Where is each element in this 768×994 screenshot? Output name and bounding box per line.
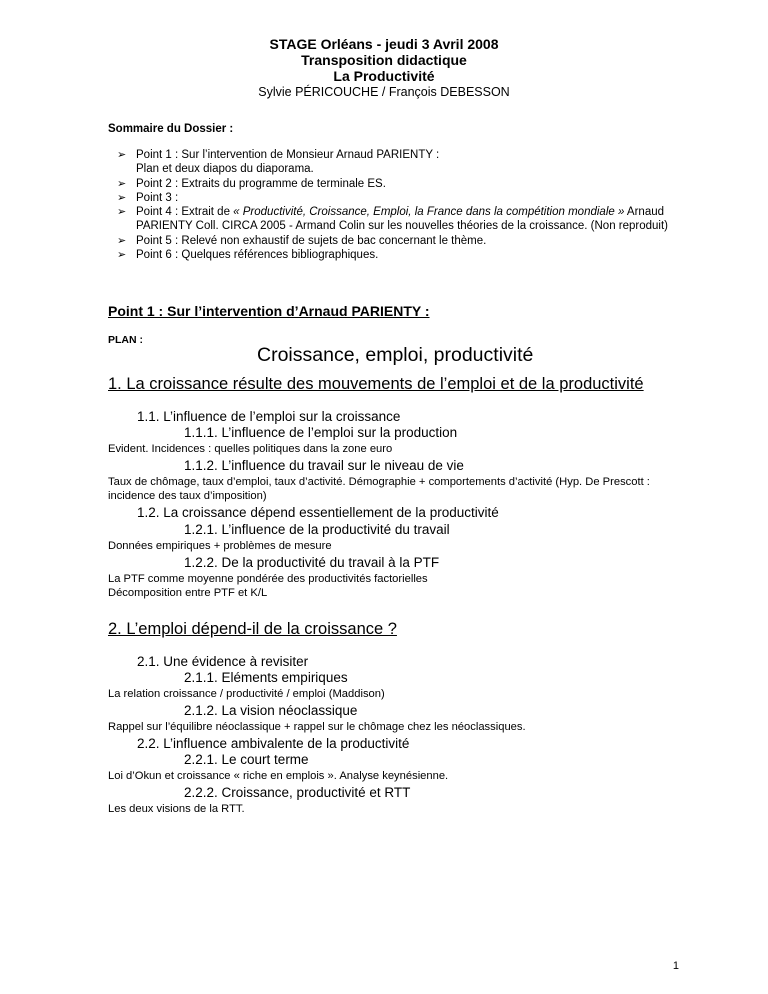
sommaire-title: Sommaire du Dossier : — [108, 123, 234, 135]
list-item-text: Point 3 : — [136, 191, 179, 204]
section-1-1: 1.1. L’influence de l’emploi sur la croissance — [137, 409, 401, 424]
note-2-1-2: Rappel sur l’équilibre néoclassique + rappel sur le chômage chez les néoclassiques. — [108, 721, 526, 733]
arrow-bullet-icon: ➢ — [117, 191, 127, 204]
section-1-1-2: 1.1.2. L’influence du travail sur le niveau de vie — [184, 458, 464, 473]
section-2-1-1: 2.1.1. Eléments empiriques — [184, 670, 348, 685]
list-item-text: Point 4 : Extrait de — [136, 206, 234, 219]
list-item — [117, 205, 677, 234]
sommaire-list — [117, 148, 677, 262]
section-2-2-1: 2.2.1. Le court terme — [184, 752, 309, 767]
note-2-2-1: Loi d’Okun et croissance « riche en emplois ». Analyse keynésienne. — [108, 770, 449, 782]
section-2-2-2: 2.2.2. Croissance, productivité et RTT — [184, 785, 411, 800]
section-1-2-2: 1.2.2. De la productivité du travail à la PTF — [184, 555, 440, 570]
page-number: 1 — [672, 960, 679, 972]
list-item-continuation: Plan et deux diapos du diaporama. — [136, 163, 314, 176]
header-title: STAGE Orléans - jeudi 3 Avril 2008 — [269, 36, 499, 52]
header-authors: Sylvie PÉRICOUCHE / François DEBESSON — [258, 85, 510, 99]
section-1-2: 1.2. La croissance dépend essentiellement de la productivité — [137, 505, 499, 520]
list-item — [117, 248, 677, 262]
list-item-text: Point 6 : Quelques références bibliographiques. — [136, 249, 379, 262]
part2-heading: 2. L’emploi dépend-il de la croissance ? — [108, 620, 397, 638]
plan-main-title: Croissance, emploi, productivité — [257, 344, 534, 366]
list-item — [117, 148, 677, 177]
list-item — [117, 177, 677, 191]
note-1-2-1: Données empiriques + problèmes de mesure — [108, 540, 332, 552]
arrow-bullet-icon: ➢ — [117, 149, 127, 161]
arrow-bullet-icon: ➢ — [117, 249, 127, 262]
note-1-1-1: Evident. Incidences : quelles politiques dans la zone euro — [108, 443, 393, 455]
section-2-1-2: 2.1.2. La vision néoclassique — [184, 703, 358, 718]
plan-label: PLAN : — [108, 334, 143, 346]
section-1-1-1: 1.1.1. L’influence de l’emploi sur la production — [184, 425, 458, 440]
arrow-bullet-icon: ➢ — [117, 177, 127, 190]
list-item-suffix: Arnaud PARIENTY Coll. CIRCA 2005 - Armand Colin sur les nouvelles théories de la croissance. (Non reproduit) — [136, 206, 669, 233]
header-topic: La Productivité — [333, 68, 435, 84]
note-1-2-2a: La PTF comme moyenne pondérée des productivités factorielles — [108, 573, 428, 585]
list-item — [117, 234, 677, 248]
note-2-1-1: La relation croissance / productivité / emploi (Maddison) — [108, 688, 385, 700]
section-1-2-1: 1.2.1. L’influence de la productivité du travail — [184, 522, 450, 537]
section-2-1: 2.1. Une évidence à revisiter — [137, 654, 309, 669]
list-item — [117, 191, 677, 205]
book-title: « Productivité, Croissance, Emploi, la France dans la compétition mondiale » — [233, 206, 625, 219]
arrow-bullet-icon: ➢ — [117, 234, 127, 247]
list-item-text: Point 5 : Relevé non exhaustif de sujets de bac concernant le thème. — [136, 234, 487, 247]
list-item-text: Point 2 : Extraits du programme de terminale ES. — [136, 177, 386, 190]
point1-heading: Point 1 : Sur l’intervention d’Arnaud PARIENTY : — [108, 303, 430, 319]
part1-heading: 1. La croissance résulte des mouvements de l’emploi et de la productivité — [108, 375, 644, 393]
note-1-1-2: Taux de chômage, taux d’emploi, taux d’activité. Démographie + comportements d’activité (Hyp. De Prescott : incidence des taux d’imposition) — [108, 476, 650, 502]
arrow-bullet-icon: ➢ — [117, 206, 127, 219]
section-2-2: 2.2. L’influence ambivalente de la productivité — [137, 736, 410, 751]
note-2-2-2: Les deux visions de la RTT. — [108, 803, 245, 815]
list-item-text: Point 1 : Sur l’intervention de Monsieur Arnaud PARIENTY : — [136, 149, 440, 161]
header-subtitle: Transposition didactique — [301, 52, 467, 68]
note-1-2-2b: Décomposition entre PTF et K/L — [108, 587, 268, 599]
